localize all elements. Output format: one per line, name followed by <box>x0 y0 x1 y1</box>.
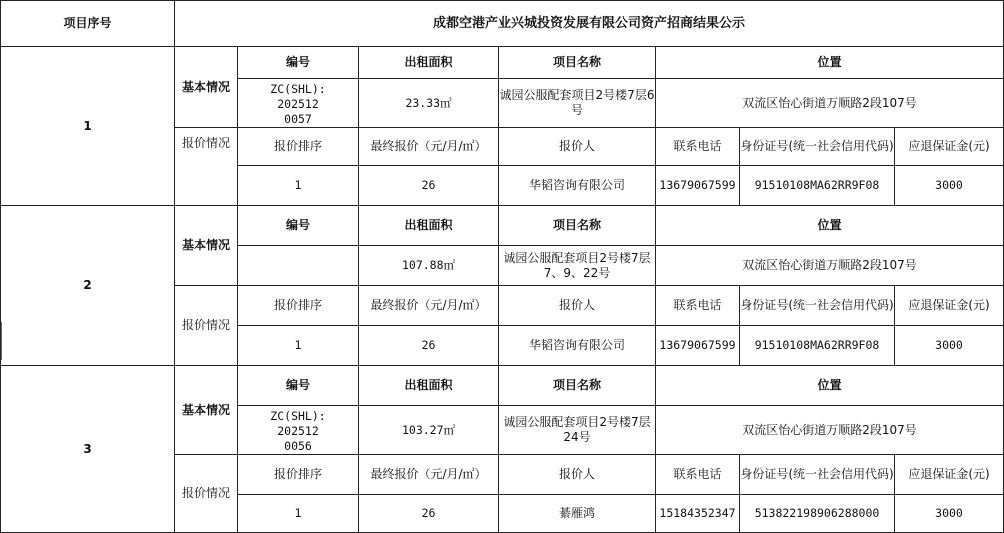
basic-label: 基本情况 <box>175 47 238 128</box>
table-header-row <box>1 1 1004 47</box>
item-code <box>238 246 359 286</box>
col-id-header: 身份证号(统一社会信用代码) <box>740 455 895 495</box>
col-area-header: 出租面积 <box>359 47 499 79</box>
quote-rank: 1 <box>238 495 359 533</box>
col-price-header: 最终报价（元/月/㎡） <box>359 286 499 326</box>
quote-deposit: 3000 <box>895 326 1004 366</box>
item-name: 诚园公服配套项目2号楼7层24号 <box>499 406 656 455</box>
col-location-header: 位置 <box>656 206 1004 246</box>
col-rank-header: 报价排序 <box>238 455 359 495</box>
col-id-header: 身份证号(统一社会信用代码) <box>740 286 895 326</box>
col-area-header: 出租面积 <box>359 206 499 246</box>
item-area: 107.88㎡ <box>359 246 499 286</box>
item-index: 1 <box>1 47 175 206</box>
item-index: 3 <box>1 366 175 533</box>
quote-price: 26 <box>359 495 499 533</box>
item-code: ZC(SHL): 202512 0056 <box>238 406 359 455</box>
basic-label: 基本情况 <box>175 206 238 286</box>
col-code-header: 编号 <box>238 206 359 246</box>
item-name: 诚园公服配套项目2号楼7层7、9、22号 <box>499 246 656 286</box>
quote-id: 91510108MA62RR9F08 <box>740 326 895 366</box>
quote-phone: 13679067599 <box>656 326 740 366</box>
col-code-header: 编号 <box>238 47 359 79</box>
quote-rank: 1 <box>238 326 359 366</box>
table-row <box>1 366 1004 406</box>
col-location-header: 位置 <box>656 47 1004 79</box>
col-phone-header: 联系电话 <box>656 455 740 495</box>
quote-id: 91510108MA62RR9F08 <box>740 166 895 206</box>
col-name-header: 项目名称 <box>499 366 656 406</box>
table-row <box>1 47 1004 79</box>
col-price-header: 最终报价（元/月/㎡） <box>359 128 499 166</box>
quote-phone: 13679067599 <box>656 166 740 206</box>
col-phone-header: 联系电话 <box>656 286 740 326</box>
quote-id: 513822198906288000 <box>740 495 895 533</box>
item-location: 双流区怡心街道万顺路2段107号 <box>656 406 1004 455</box>
col-bidder-header: 报价人 <box>499 455 656 495</box>
col-rank-header: 报价排序 <box>238 286 359 326</box>
item-location: 双流区怡心街道万顺路2段107号 <box>656 79 1004 128</box>
basic-label: 基本情况 <box>175 366 238 455</box>
item-area: 23.33㎡ <box>359 79 499 128</box>
item-index: 2 <box>1 206 175 366</box>
index-header: 项目序号 <box>1 1 175 47</box>
col-id-header: 身份证号(统一社会信用代码) <box>740 128 895 166</box>
col-bidder-header: 报价人 <box>499 128 656 166</box>
page-title: 成都空港产业兴城投资发展有限公司资产招商结果公示 <box>175 1 1004 47</box>
quote-bidder: 綦雁鸿 <box>499 495 656 533</box>
col-bidder-header: 报价人 <box>499 286 656 326</box>
col-phone-header: 联系电话 <box>656 128 740 166</box>
quote-price: 26 <box>359 326 499 366</box>
col-rank-header: 报价排序 <box>238 128 359 166</box>
quote-bidder: 华韬咨询有限公司 <box>499 166 656 206</box>
col-deposit-header: 应退保证金(元) <box>895 286 1004 326</box>
item-code: ZC(SHL): 202512 0057 <box>238 79 359 128</box>
quote-bidder: 华韬咨询有限公司 <box>499 326 656 366</box>
col-area-header: 出租面积 <box>359 366 499 406</box>
quote-label: 报价情况 <box>175 128 238 206</box>
col-location-header: 位置 <box>656 366 1004 406</box>
quote-deposit: 3000 <box>895 166 1004 206</box>
quote-label: 报价情况 <box>175 455 238 533</box>
col-code-header: 编号 <box>238 366 359 406</box>
col-deposit-header: 应退保证金(元) <box>895 455 1004 495</box>
item-location: 双流区怡心街道万顺路2段107号 <box>656 246 1004 286</box>
item-area: 103.27㎡ <box>359 406 499 455</box>
col-deposit-header: 应退保证金(元) <box>895 128 1004 166</box>
quote-phone: 15184352347 <box>656 495 740 533</box>
col-name-header: 项目名称 <box>499 206 656 246</box>
quote-label: 报价情况 <box>175 286 238 366</box>
item-name: 诚园公服配套项目2号楼7层6号 <box>499 79 656 128</box>
col-name-header: 项目名称 <box>499 47 656 79</box>
quote-deposit: 3000 <box>895 495 1004 533</box>
col-price-header: 最终报价（元/月/㎡） <box>359 455 499 495</box>
quote-price: 26 <box>359 166 499 206</box>
table-row <box>1 206 1004 246</box>
quote-rank: 1 <box>238 166 359 206</box>
